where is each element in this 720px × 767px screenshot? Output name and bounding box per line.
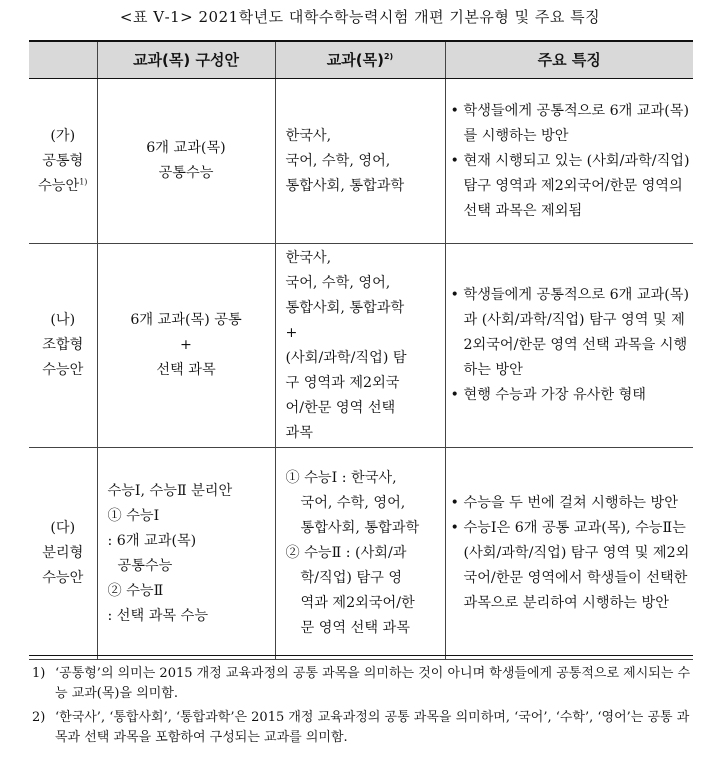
table-row (29, 244, 693, 448)
features-cell (445, 79, 693, 244)
table-row (29, 448, 693, 660)
subjects-line: 통합사회, 통합과학 (285, 299, 405, 316)
feature-text: 현행 수능과 가장 유사한 형태 (463, 387, 647, 403)
feature-item (451, 516, 693, 616)
features-cell (445, 244, 693, 448)
subjects-line: (사회/과학/직업) 탐 (285, 349, 407, 366)
subjects-line: 국어, 수학, 영어, (300, 495, 406, 511)
subjects-line: 통합사회, 통합과학 (285, 177, 405, 194)
table-header-row (29, 41, 693, 79)
feature-text: 수능Ⅰ은 6개 공통 교과(목), 수능Ⅱ는 (사회/과학/직업) 탐구 영역 및 제2외국어/한문 영역에서 학생들이 선택한 과목으로 분리하여 시행하는 방안 (463, 520, 690, 611)
composition-line: 공통수능 (117, 557, 173, 574)
composition-line: 공통수능 (158, 165, 214, 181)
composition-line: ① 수능Ⅰ (107, 507, 160, 524)
feature-item (451, 283, 693, 383)
footnote-number: 1) (32, 666, 46, 681)
bullet: • (450, 287, 459, 303)
bullet: • (450, 152, 459, 169)
footnote-ref-1: 1) (79, 176, 88, 186)
subjects-line: 국어, 수학, 영어, (285, 274, 391, 291)
footnotes (29, 655, 693, 752)
feature-item (451, 383, 693, 408)
subjects-cell (275, 448, 445, 660)
subjects-line: 학/직업) 탐구 영 (300, 570, 403, 586)
header-features: 주요 특징 (445, 41, 693, 79)
type-cell (29, 79, 97, 244)
subjects-line: 통합사회, 통합과학 (300, 520, 420, 536)
type-label: (가) (50, 127, 76, 144)
subjects-line: 국어, 수학, 영어, (285, 152, 391, 169)
feature-text: 수능을 두 번에 걸쳐 시행하는 방안 (463, 495, 678, 511)
subjects-line: 한국사, (285, 127, 332, 144)
composition-line: : 선택 과목 수능 (107, 607, 209, 624)
footnote-ref-2: 2) (383, 51, 394, 61)
bullet: • (450, 520, 459, 536)
features-cell (445, 448, 693, 660)
type-cell (29, 244, 97, 448)
subjects-line: ② 수능Ⅱ : (사회/과 (285, 545, 407, 561)
type-name: 공통형 (42, 152, 84, 169)
composition-line: 6개 교과(목) 공통 (130, 312, 242, 328)
bullet: • (450, 495, 459, 511)
composition-cell (97, 244, 275, 448)
type-suffix: 수능안 (42, 362, 84, 378)
header-subjects (275, 41, 445, 79)
composition-line: + (180, 337, 192, 353)
subjects-cell (275, 79, 445, 244)
footnote-text: ‘한국사’, ‘통합사회’, ‘통합과학’은 2015 개정 교육과정의 공통 과목을 의미하며, ‘국어’, ‘수학’, ‘영어’는 공통 과목과 선택 과목을 포함하여 구성되는 교과를 의미함. (55, 710, 690, 745)
feature-item (451, 99, 693, 149)
subjects-line: 문 영역 선택 과목 (300, 620, 410, 636)
composition-cell (97, 448, 275, 660)
bullet: • (450, 102, 459, 119)
header-type (29, 41, 97, 79)
subjects-line: 과목 (285, 424, 313, 441)
subjects-line: 역과 제2외국어/한 (300, 595, 415, 611)
composition-line: : 6개 교과(목) (107, 532, 197, 549)
type-label: (나) (50, 312, 76, 328)
type-name: 분리형 (42, 545, 84, 561)
feature-text: 학생들에게 공통적으로 6개 교과(목)를 시행하는 방안 (463, 102, 689, 144)
feature-item (451, 491, 693, 516)
composition-line: 수능Ⅰ, 수능Ⅱ 분리안 (107, 482, 233, 499)
composition-line: ② 수능Ⅱ (107, 582, 164, 599)
table-caption: <표 Ⅴ-1> 2021학년도 대학수학능력시험 개편 기본유형 및 주요 특징 (119, 8, 601, 26)
type-suffix: 수능안 (42, 570, 84, 586)
table-row (29, 79, 693, 244)
subjects-line: + (285, 324, 298, 341)
subjects-cell (275, 244, 445, 448)
footnote (29, 708, 693, 748)
composition-line: 선택 과목 (156, 362, 216, 378)
footnote (29, 664, 693, 704)
footnote-text: ‘공통형’의 의미는 2015 개정 교육과정의 공통 과목을 의미하는 것이 아니며 학생들에게 공통적으로 제시되는 수능 교과(목)을 의미함. (55, 666, 691, 701)
composition-line: 6개 교과(목) (146, 140, 226, 156)
feature-text: 현재 시행되고 있는 (사회/과학/직업) 탐구 영역과 제2외국어/한문 영역의 선택 과목은 제외됨 (463, 152, 690, 219)
footnote-number: 2) (32, 710, 46, 725)
feature-text: 학생들에게 공통적으로 6개 교과(목)과 (사회/과학/직업) 탐구 영역 및 제2외국어/한문 영역 선택 과목을 시행하는 방안 (463, 287, 689, 378)
comparison-table (29, 40, 693, 660)
bullet: • (450, 387, 459, 403)
subjects-line: 구 영역과 제2외국 (285, 374, 400, 391)
feature-item (451, 149, 693, 224)
type-suffix: 수능안 (38, 177, 80, 194)
subjects-line: 어/한문 영역 선택 (285, 399, 396, 416)
type-name: 조합형 (42, 337, 84, 353)
type-cell (29, 448, 97, 660)
header-subjects-label: 교과(목) (326, 50, 384, 69)
header-composition: 교과(목) 구성안 (97, 41, 275, 79)
subjects-line: ① 수능Ⅰ : 한국사, (285, 470, 397, 486)
subjects-line: 한국사, (285, 249, 332, 266)
type-label: (다) (50, 520, 76, 536)
composition-cell (97, 79, 275, 244)
